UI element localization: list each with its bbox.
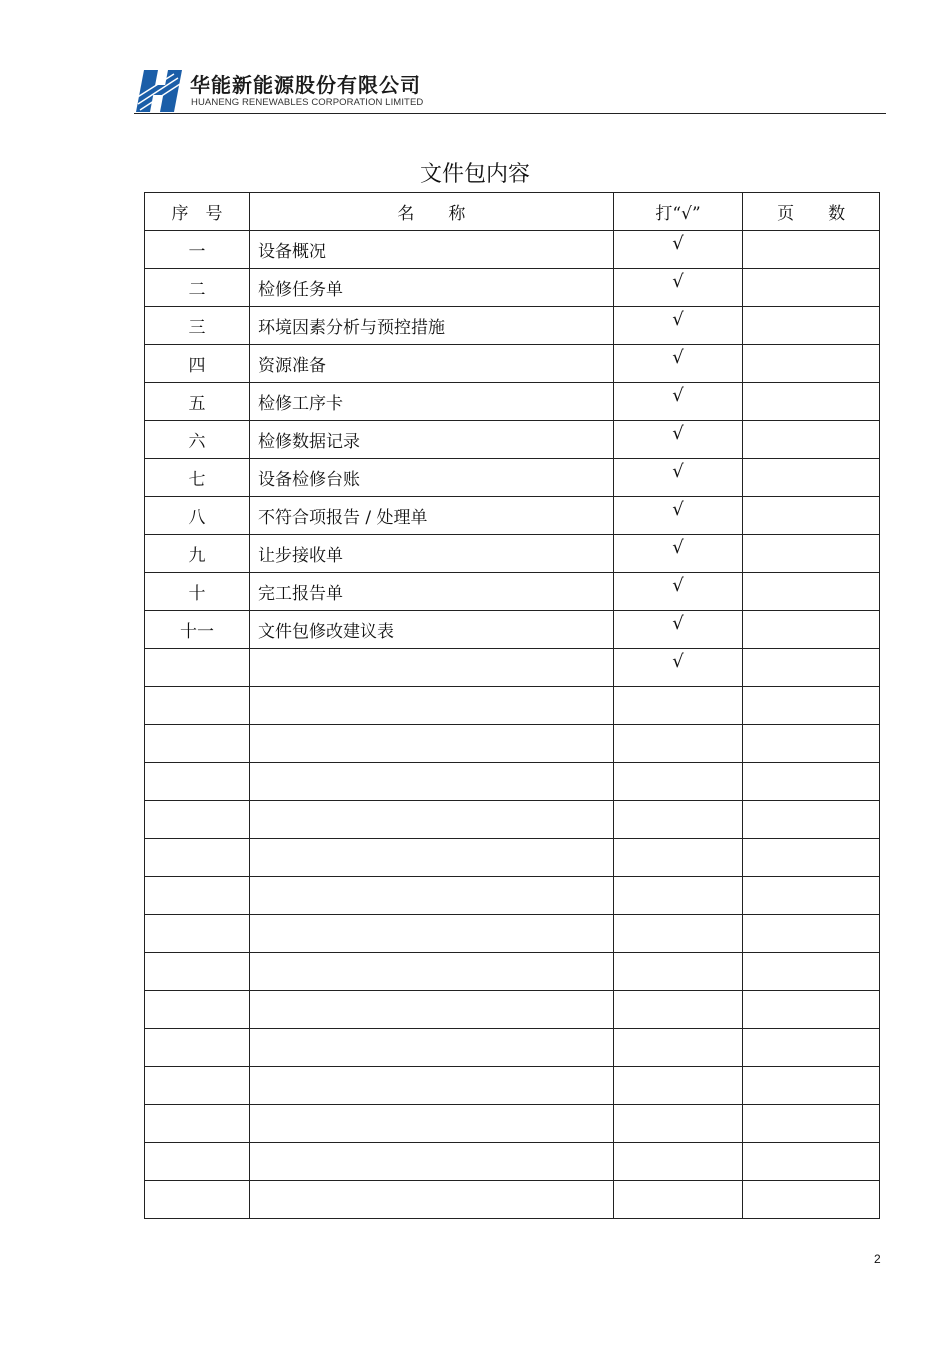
row-check-cell [613,687,742,725]
table-row [145,801,880,839]
page-number: 2 [874,1252,881,1266]
check-mark-icon: √ [672,423,684,444]
row-name-cell [250,1105,614,1143]
row-pages-cell [743,649,880,687]
row-pages-cell [743,725,880,763]
row-number-cell: 五 [145,383,250,421]
row-number-cell: 八 [145,497,250,535]
table-row [145,345,880,383]
row-name-cell: 资源准备 [250,345,614,383]
row-number-cell [145,1029,250,1067]
row-name-cell: 不符合项报告 / 处理单 [250,497,614,535]
row-number-cell: 四 [145,345,250,383]
row-number-cell [145,1143,250,1181]
row-name-cell: 设备检修台账 [250,459,614,497]
row-pages-cell [743,953,880,991]
row-name-cell: 让步接收单 [250,535,614,573]
check-mark-icon: √ [672,537,684,558]
column-header-check: 打“√” [613,193,742,231]
column-header-name: 名 称 [250,193,614,231]
table-row [145,1105,880,1143]
table-row [145,459,880,497]
row-number-cell: 三 [145,307,250,345]
row-check-cell [613,915,742,953]
row-pages-cell [743,1029,880,1067]
row-check-cell [613,383,742,421]
letterhead [134,66,886,116]
row-name-cell [250,877,614,915]
row-check-cell [613,877,742,915]
row-check-cell [613,1029,742,1067]
table-row [145,649,880,687]
table-row [145,611,880,649]
check-mark-icon: √ [672,651,684,672]
row-pages-cell [743,383,880,421]
row-name-cell [250,725,614,763]
row-pages-cell [743,687,880,725]
table-row [145,1067,880,1105]
row-pages-cell [743,763,880,801]
row-pages-cell [743,535,880,573]
row-check-cell [613,991,742,1029]
row-number-cell [145,801,250,839]
table-row [145,725,880,763]
check-mark-icon: √ [672,499,684,520]
row-check-cell [613,345,742,383]
row-number-cell [145,1105,250,1143]
row-number-cell: 十一 [145,611,250,649]
row-number-cell: 十 [145,573,250,611]
check-mark-icon: √ [672,385,684,406]
row-check-cell [613,459,742,497]
row-check-cell [613,953,742,991]
row-pages-cell [743,915,880,953]
row-number-cell: 六 [145,421,250,459]
row-number-cell [145,649,250,687]
row-number-cell [145,725,250,763]
row-number-cell [145,839,250,877]
table-row [145,953,880,991]
table-row [145,877,880,915]
row-name-cell: 检修工序卡 [250,383,614,421]
check-mark-icon: √ [672,613,684,634]
row-name-cell [250,763,614,801]
row-check-cell [613,611,742,649]
row-name-cell: 检修数据记录 [250,421,614,459]
row-check-cell [613,763,742,801]
row-check-cell [613,573,742,611]
row-number-cell [145,1181,250,1219]
table-row [145,915,880,953]
check-mark-icon: √ [672,309,684,330]
contents-table [144,192,880,1219]
row-name-cell [250,1029,614,1067]
row-check-cell [613,1181,742,1219]
document-title: 文件包内容 [419,162,530,187]
table-row [145,269,880,307]
row-pages-cell [743,801,880,839]
row-pages-cell [743,991,880,1029]
table-body [145,231,880,1219]
row-number-cell [145,953,250,991]
table-header-row [145,193,880,231]
row-check-cell [613,231,742,269]
row-number-cell [145,1067,250,1105]
row-pages-cell [743,307,880,345]
row-pages-cell [743,345,880,383]
table-row [145,763,880,801]
row-number-cell [145,687,250,725]
table-row [145,421,880,459]
row-check-cell [613,307,742,345]
check-mark-icon: √ [672,271,684,292]
table-row [145,1143,880,1181]
row-number-cell [145,877,250,915]
table-row [145,687,880,725]
row-pages-cell [743,269,880,307]
row-check-cell [613,1067,742,1105]
row-name-cell [250,687,614,725]
table-row [145,1181,880,1219]
row-pages-cell [743,1143,880,1181]
row-name-cell: 检修任务单 [250,269,614,307]
row-check-cell [613,725,742,763]
row-pages-cell [743,459,880,497]
table-row [145,839,880,877]
row-pages-cell [743,611,880,649]
row-number-cell [145,763,250,801]
table-row [145,497,880,535]
row-name-cell [250,991,614,1029]
table-row [145,535,880,573]
row-pages-cell [743,839,880,877]
row-pages-cell [743,421,880,459]
row-name-cell [250,1143,614,1181]
column-header-pages: 页 数 [743,193,880,231]
row-name-cell: 环境因素分析与预控措施 [250,307,614,345]
row-check-cell [613,1105,742,1143]
huaneng-logo-icon [134,70,186,112]
row-pages-cell [743,1067,880,1105]
row-number-cell: 九 [145,535,250,573]
row-name-cell [250,1181,614,1219]
row-name-cell [250,839,614,877]
check-mark-icon: √ [672,461,684,482]
row-pages-cell [743,573,880,611]
row-name-cell: 设备概况 [250,231,614,269]
row-check-cell [613,535,742,573]
company-name-english: HUANENG RENEWABLES CORPORATION LIMITED [191,97,424,108]
row-check-cell [613,839,742,877]
row-name-cell [250,915,614,953]
table-row [145,383,880,421]
row-number-cell: 一 [145,231,250,269]
row-number-cell [145,991,250,1029]
column-header-number: 序 号 [145,193,250,231]
row-name-cell: 文件包修改建议表 [250,611,614,649]
row-number-cell: 二 [145,269,250,307]
row-check-cell [613,1143,742,1181]
company-name-chinese: 华能新能源股份有限公司 [190,73,421,97]
table-row [145,307,880,345]
table-row [145,231,880,269]
row-pages-cell [743,231,880,269]
row-name-cell [250,649,614,687]
row-number-cell: 七 [145,459,250,497]
row-check-cell [613,269,742,307]
row-pages-cell [743,497,880,535]
row-pages-cell [743,877,880,915]
row-check-cell [613,497,742,535]
row-number-cell [145,915,250,953]
table-row [145,991,880,1029]
row-name-cell: 完工报告单 [250,573,614,611]
row-pages-cell [743,1181,880,1219]
table-row [145,573,880,611]
check-mark-icon: √ [672,347,684,368]
row-name-cell [250,1067,614,1105]
row-name-cell [250,801,614,839]
check-mark-icon: √ [672,575,684,596]
row-name-cell [250,953,614,991]
header-divider [134,113,886,114]
row-pages-cell [743,1105,880,1143]
check-mark-icon: √ [672,233,684,254]
row-check-cell [613,421,742,459]
table-row [145,1029,880,1067]
row-check-cell [613,649,742,687]
row-check-cell [613,801,742,839]
